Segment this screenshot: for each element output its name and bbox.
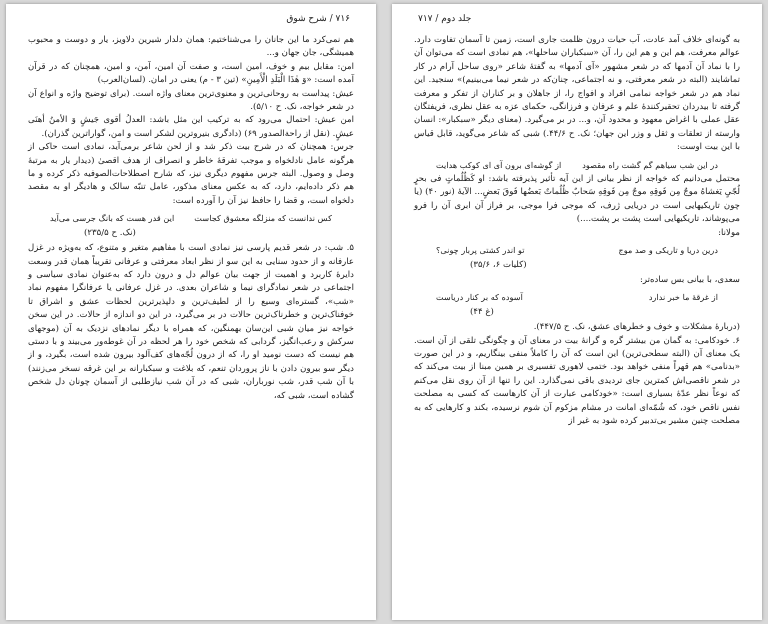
page-body bbox=[414, 34, 740, 614]
running-head-text: جلد دوم / ۷۱۷ bbox=[418, 14, 472, 24]
paragraph: جرس: همچنان که در شرح بیت ذکر شد و از لحن شاعر برمی‌آید، نمادی است حاکی از هرگونه عامل نادلخواه و موجب تفرقهٔ خاطر و انصراف از هدف اقصیٰ (دیدار یار به مرتبهٔ وصل و وصول. البته جرس مفهوم دیگری نیز، که شارح اصطلاحات‌الصوفیه ذکر کرده و ما هم ذکر داده‌ایم، دارد، که به عکس معنای مذکور، عامل تنبّه سالک و هادیگر او به مقصد دلخواه است، و قضا را حافظ نیز آن را آورده است: bbox=[28, 142, 354, 206]
paragraph: عیش: پیداست به روحانی‌ترین و معنوی‌ترین معنای واژه است. (برای توضیح واژه و انواع آن در شعر خواجه، نک. ح ۵/۱۰). bbox=[28, 88, 354, 113]
verse-hemistich-second: از گوشه‌ای برون آی ای کوکب هدایت bbox=[436, 159, 562, 170]
paragraph: ۵. شب: در شعر قدیم پارسی نیز نمادی است با مفاهیم متغیر و متنوع، که به‌ویژه در غزل عارفانه و از حدود سنایی به این سو از نظر ابعاد معرفتی و عرفانی تقریباً همان قدر وسعت دایرهٔ کاربرد و اهمیت از جهت بیان عوالم دل و درون دارد که به‌عنوان نمادی سیاسی و اجتماعی در شعر نمادگرای نیما و شاعران بعدی. در غزل عرفانی یا عرفانگرا مفهوم نماد «شب»، گستره‌ای وسیع را از لطیف‌ترین و دلپذیرترین لحظات عشق و اشراق تا خوفناک‌ترین و خطرناک‌ترین حالات در بر می‌گیرد، در این دو اندازه از حالات. در این سخن خواجه نیز میان شبی این‌سان بهمنگین، که همراه با دیگر نمادهای نزدیک به آن (موجهای سرکش و رعب‌انگیز، گردابی که شخص خود را هر لحظه در آن غوطه‌ور می‌بیند و با دستی هم نیست که دست نومید او را، که از درون لُجّه‌های کف‌آلود بیرون شده است، بگیرد، و از دیگر سو بیرون دادن با ناز پروردان تنعم، که بلاغت و سبکبارانه بر این غرقه نسخر می‌زنند) با آن شب قدر، شب نورباران، شبی که در آن شب نیازطلبی از آسمان چونان دل شخص گشاده است، شبی که، bbox=[28, 243, 354, 401]
paragraph: محتمل می‌دانیم که خواجه از نظر بیانی از این آیه تأثیر پذیرفته باشد: او کَظُلُماتٍ فی بحرٍ لُجّیٍ یَغشاهُ موجٌ مِن فَوقِهِ موجٌ مِن فَوقِهِ سَحابٌ ظُلُماتٌ بَعضُها فَوقَ بَعضٍ... الآیهٔ (نور ۴۰) (یا چون تاریکیهایی است در دریایی ژرف، که موجی فرا موجی، بر فراز آن ابری آن را فرو می‌پوشاند، تاریکیهایی است پشت بر پشت....) bbox=[414, 174, 740, 225]
verse-hemistich-first: درین دریا و تاریکی و صد موج bbox=[618, 245, 718, 256]
paragraph: (دربارهٔ مشکلات و خوف و خطرهای عشق، نک. ح ۴۴۷/۵). bbox=[533, 322, 740, 333]
right-page bbox=[392, 4, 762, 620]
verse bbox=[414, 291, 740, 304]
verse-hemistich-second: آسوده که بر کنار دریاست bbox=[436, 292, 523, 303]
verse-hemistich-second: تو اندر کشتی پربار چونی؟ bbox=[436, 245, 525, 256]
paragraph: هم نمی‌کرد ما این جانان را می‌شناختیم: همان دلدار شیرین دلاویز، یار و دوست و محبوب همیشگی، جان جهان و... bbox=[28, 35, 354, 59]
verse bbox=[414, 159, 740, 172]
paragraph: به گونه‌ای خلاف آمد عادت، آب حیات درون ظلمت جاری است، زمین تا آسمان تفاوت دارد. عوالم معرفت، هم این و هم این را، آن «سبکباران ساحلها»، هم نمادی است که می‌توان آن را با نماد آن آدمها که در شعر مشهور «آی آدمها» به گفتهٔ شاعر «روی ساحل آرام در کار تماشایند (البته در شعر معرفتی، و نه اجتماعی، چنان‌که در شعر نیما می‌بینیم)» سنجید. این نماد هم در شعر خواجه نمامی افراد و افواج را، از جاهلان و بر کناران از تفکر و معرفت گرفته تا بیدردان تحقیرکنندهٔ علم و عرفان و فرزانگی، حکمای عزه به عقل نظری، فریفتگان عقل عملی با اغراض معهود و محدود آن، و... در بر می‌گیرد. (معنای دیگر «سبکبار»: انسان وارسته از تعلقات و ثقل و وزر این جهان؛ نک. ح ۴۴/۶.) شبی که شاعر می‌گوید، قابل قیاس با این بیت اوست: bbox=[414, 35, 740, 153]
page-body bbox=[28, 34, 354, 614]
running-head bbox=[32, 14, 350, 28]
verse-reference: (کلیات ۶، ۳۵/۶) bbox=[470, 259, 527, 270]
verse-reference: (نک. ح ۲۳۵/۵) bbox=[84, 227, 136, 238]
verse-hemistich-first: از غرقهٔ ما خبر ندارد bbox=[648, 292, 718, 303]
running-head-text: ۷۱۶ / شرح شوق bbox=[286, 14, 350, 24]
verse-hemistich-first: کس ندانست که منزلگه معشوق کجاست bbox=[194, 213, 332, 224]
paragraph: امن عیش: احتمال می‌رود که به ترکیب این مثل باشد: العدلُ أقوی جَیشٍ وَ الأمنُ أهنَی عیشٍ. (نقل از راحة‌الصدور ۶۹) (دادگری بنیرو‌ترین لشکر است و امن، گواراترین گذران). bbox=[28, 115, 354, 139]
verse-hemistich-first: در این شب سیاهم گم گشت راه مقصود bbox=[582, 159, 718, 170]
running-head bbox=[418, 14, 736, 28]
paragraph: امن: مقابل بیم و خوف، امین است، و صفت آن امین، آمن، و امین، همچنان که در قرآن آمده است: «وَ هٰذَا الْبَلَدِ الْأَمِینِ» (تین ۳ - م) یعنی در امان. (لسان‌العرب) bbox=[28, 61, 354, 86]
left-page bbox=[6, 4, 376, 620]
verse bbox=[28, 212, 354, 225]
paragraph: ۶. خودکامی: به گمان من بیشتر گره و گرانهٔ بیت در معنای آن و چگونگی تلقی از آن است. یک معنای آن (البته سطحی‌ترین) این است که آن را کاملاً منفی بینگاریم، و در این صورت «بدنامی» هم قهراً منفی خواهد بود. ختمی لاهوری تفسیری بر همین مبنا از بیت می‌کند که در شعر ناقصی‌اش کمترین جای تردیدی باقی نمی‌گذارد. این را تنها از آن روی نقل می‌کنم که نوعاً نظر عدّهٔ بسیاری است: «خودکامی عبارت از آن کارهاست که کسی به مصلحت نفس ناقص خود، که شُمّه‌ای امانت در مشام مزکوم آن شوم نرسیده، بکند و کارهایی که به مصلحت چنین مشیر بی‌تدبیر کرده شود به غیر از bbox=[414, 335, 740, 426]
poet-label: سعدی، با بیانی بس ساده‌تر: bbox=[640, 274, 740, 285]
verse-reference: (غ ۴۴) bbox=[470, 306, 494, 317]
verse bbox=[414, 244, 740, 257]
verse-hemistich-second: این قدر هست که بانگ جرسی می‌آید bbox=[50, 213, 175, 224]
poet-label: مولانا: bbox=[718, 227, 740, 238]
